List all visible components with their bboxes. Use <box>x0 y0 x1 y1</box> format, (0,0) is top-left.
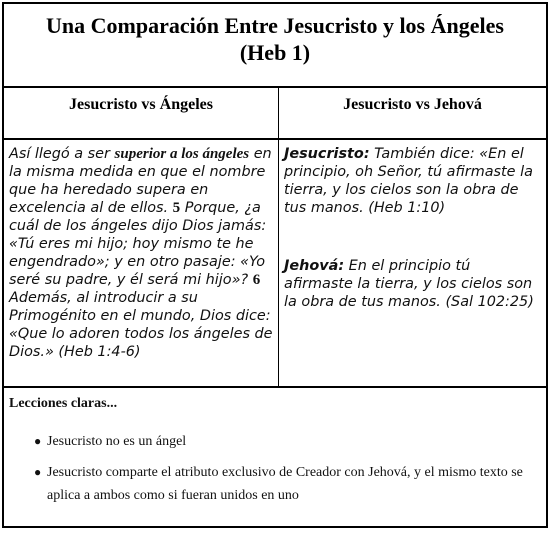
list-item <box>34 461 541 507</box>
lesson-text: Jesucristo comparte el atributo exclusivo de Creador con Jehová, y el mismo texto se aplica a ambos como si fueran unidos en uno <box>47 465 523 503</box>
lesson-text: Jesucristo no es un ángel <box>47 434 187 449</box>
bullet-icon: ● <box>34 434 42 448</box>
left-text-part4: Además, al introducir a su Primogénito en el mundo, Dios dice: «Que lo adoren todos los ángeles de Dios.» (Heb 1:4-6) <box>9 290 273 360</box>
lessons-section <box>4 388 546 528</box>
left-text-part2: en la misma medida en que el nombre que ha heredado supera en excelencia al de ellos. <box>9 146 272 216</box>
jesus-quote <box>284 145 540 217</box>
comparison-table <box>2 2 548 528</box>
lessons-list <box>9 430 541 507</box>
list-item <box>34 430 541 453</box>
header-left: Jesucristo vs Ángeles <box>69 96 213 113</box>
superior-emphasis: superior a los ángeles <box>114 146 250 162</box>
speaker-jesucristo: Jesucristo: <box>284 146 370 162</box>
jesus-quote-text: También dice: «En el principio, oh Señor, tú afirmaste la tierra, y los cielos son la obra de tus manos. (Heb 1:10) <box>284 146 533 216</box>
verse-number-5: 5 <box>172 200 181 216</box>
body-row <box>4 140 546 388</box>
jehovah-quote <box>284 257 540 311</box>
verse-number-6: 6 <box>252 272 261 288</box>
header-row <box>4 88 546 140</box>
jehovah-quote-text: En el principio tú afirmaste la tierra, y los cielos son la obra de tus manos. (Sal 102:25) <box>284 258 534 310</box>
left-text-part1: Así llegó a ser <box>9 146 115 162</box>
header-right: Jesucristo vs Jehová <box>278 88 546 138</box>
title-line-2: (Heb 1) <box>239 40 311 65</box>
title-line-1: Una Comparación Entre Jesucristo y los Ángeles <box>46 13 504 38</box>
lessons-title: Lecciones claras... <box>9 396 118 411</box>
speaker-jehova: Jehová: <box>284 258 345 274</box>
table-title <box>4 4 546 88</box>
left-text-part3: Porque, ¿a cuál de los ángeles dijo Dios jamás: «Tú eres mi hijo; hoy mismo te he engendrado»; y en otro pasaje: «Yo seré su padre, y él será mi hijo»? <box>9 200 267 288</box>
bullet-icon: ● <box>34 465 42 479</box>
jehovah-comparison-text <box>278 140 546 386</box>
angels-comparison-text <box>4 140 278 386</box>
